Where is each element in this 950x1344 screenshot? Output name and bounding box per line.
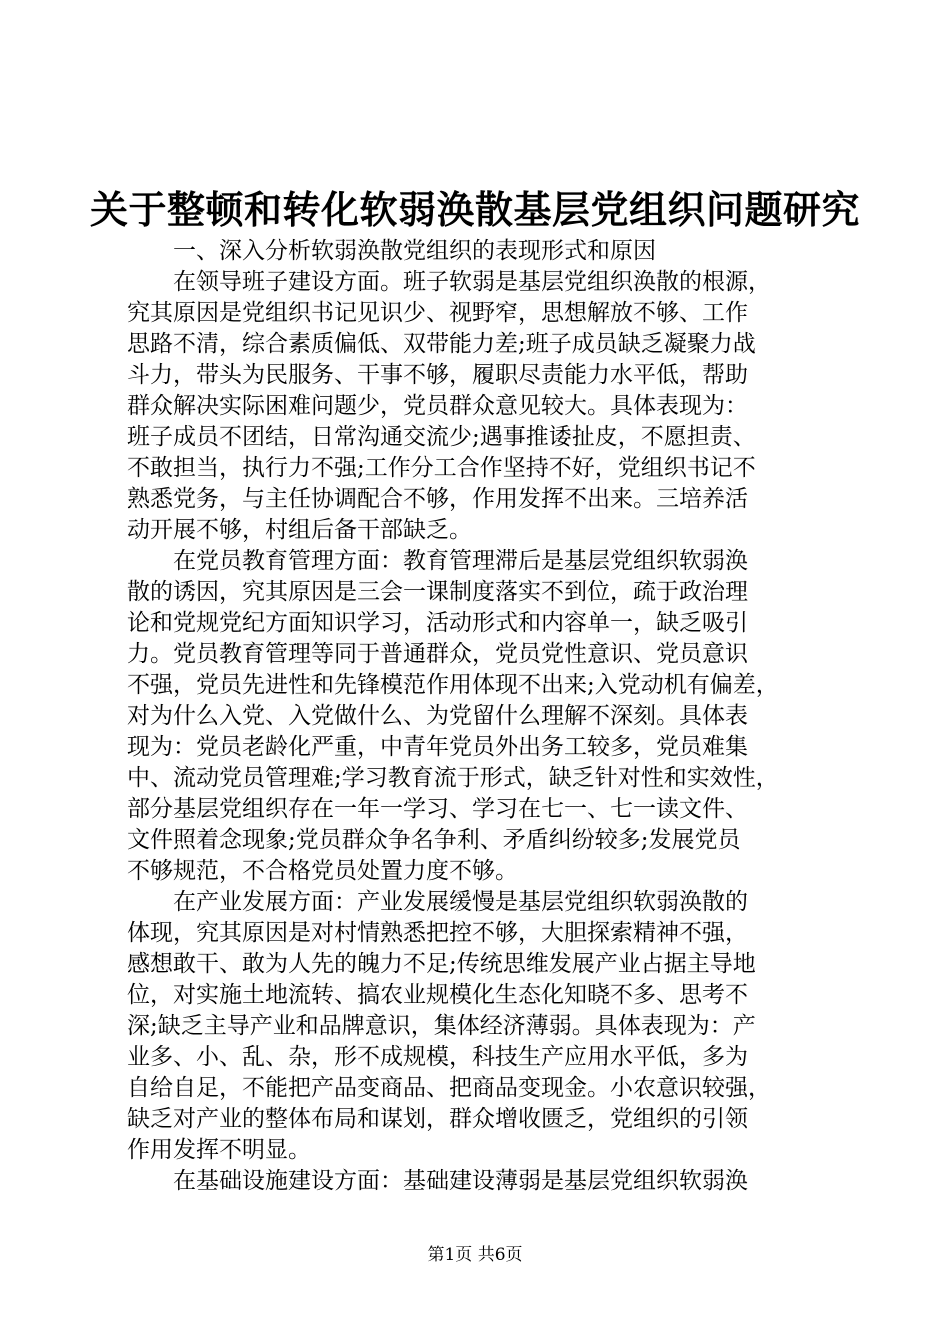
- body-line: 感想敢干、敢为人先的魄力不足;传统思维发展产业占据主导地: [127, 951, 756, 977]
- body-line: 文件照着念现象;党员群众争名争利、矛盾纠纷较多;发展党员: [127, 827, 741, 853]
- body-line: 班子成员不团结，日常沟通交流少;遇事推诿扯皮，不愿担责、: [127, 424, 756, 450]
- body-line: 作用发挥不明显。: [127, 1137, 311, 1163]
- body-line: 中、流动党员管理难;学习教育流于形式，缺乏针对性和实效性，: [127, 765, 779, 791]
- body-line: 体现，究其原因是对村情熟悉把控不够，大胆探索精神不强，: [127, 920, 748, 946]
- body-line: 不够规范，不合格党员处置力度不够。: [127, 858, 518, 884]
- body-line: 在党员教育管理方面：教育管理滞后是基层党组织软弱涣: [173, 548, 748, 574]
- body-line: 不强，党员先进性和先锋模范作用体现不出来;入党动机有偏差，: [127, 672, 779, 698]
- body-line: 部分基层党组织存在一年一学习、学习在七一、七一读文件、: [127, 796, 748, 822]
- body-line: 位，对实施土地流转、搞农业规模化生态化知晓不多、思考不: [127, 982, 748, 1008]
- body-line: 群众解决实际困难问题少，党员群众意见较大。具体表现为：: [127, 393, 748, 419]
- body-line: 力。党员教育管理等同于普通群众，党员党性意识、党员意识: [127, 641, 748, 667]
- body-line: 论和党规党纪方面知识学习，活动形式和内容单一，缺乏吸引: [127, 610, 748, 636]
- body-line: 散的诱因，究其原因是三会一课制度落实不到位，疏于政治理: [127, 579, 748, 605]
- body-line: 自给自足，不能把产品变商品、把商品变现金。小农意识较强，: [127, 1075, 771, 1101]
- document-body: [127, 236, 833, 1197]
- body-line: 业多、小、乱、杂，形不成规模，科技生产应用水平低，多为: [127, 1044, 748, 1070]
- body-line: 缺乏对产业的整体布局和谋划，群众增收匮乏，党组织的引领: [127, 1106, 748, 1132]
- body-line: 在基础设施建设方面：基础建设薄弱是基层党组织软弱涣: [173, 1168, 748, 1194]
- body-line: 现为：党员老龄化严重，中青年党员外出务工较多，党员难集: [127, 734, 748, 760]
- body-line: 对为什么入党、入党做什么、为党留什么理解不深刻。具体表: [127, 703, 748, 729]
- page-footer: 第1页 共6页: [427, 1245, 523, 1265]
- body-line: 熟悉党务，与主任协调配合不够，作用发挥不出来。三培养活: [127, 486, 748, 512]
- body-line: 一、深入分析软弱涣散党组织的表现形式和原因: [173, 238, 656, 264]
- document-title: 关于整顿和转化软弱涣散基层党组织问题研究: [89, 187, 860, 232]
- body-line: 思路不清，综合素质偏低、双带能力差;班子成员缺乏凝聚力战: [127, 331, 756, 357]
- body-line: 究其原因是党组织书记见识少、视野窄，思想解放不够、工作: [127, 300, 748, 326]
- body-line: 在领导班子建设方面。班子软弱是基层党组织涣散的根源，: [173, 269, 771, 295]
- body-line: 不敢担当，执行力不强;工作分工合作坚持不好，党组织书记不: [127, 455, 756, 481]
- body-line: 深;缺乏主导产业和品牌意识，集体经济薄弱。具体表现为：产: [127, 1013, 756, 1039]
- body-line: 动开展不够，村组后备干部缺乏。: [127, 517, 472, 543]
- body-line: 在产业发展方面：产业发展缓慢是基层党组织软弱涣散的: [173, 889, 748, 915]
- body-line: 斗力，带头为民服务、干事不够，履职尽责能力水平低，帮助: [127, 362, 748, 388]
